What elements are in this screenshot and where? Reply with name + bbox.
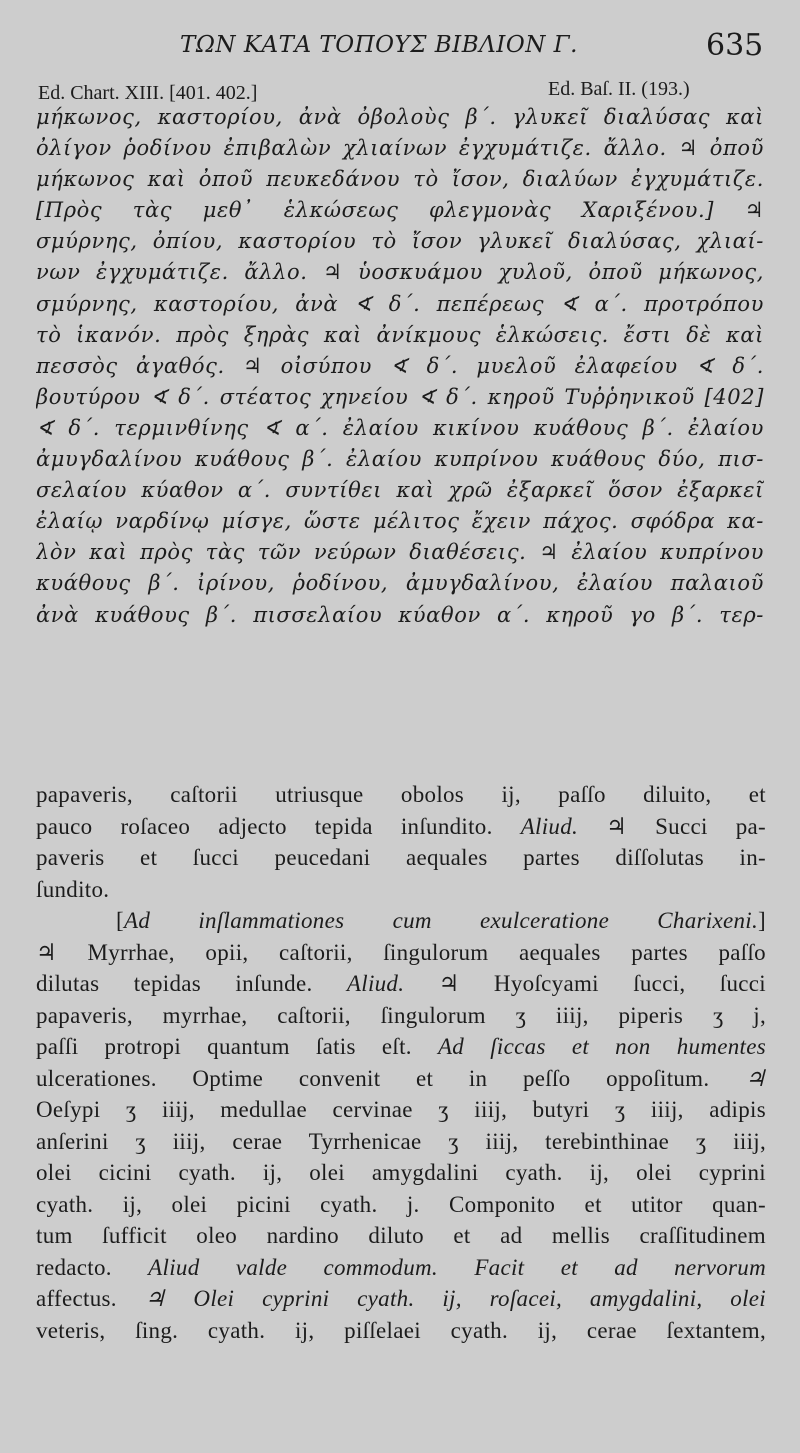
italic-phrase: ♃ Olei cyprini cyath. ij, roſacei, amygdalini, olei	[116, 1286, 766, 1311]
latin-text-line: tum ſufficit oleo nardino diluto et ad mellis craſſitudinem	[36, 1223, 766, 1248]
greek-text-line: κυάθους β΄. ἰρίνου, ῥοδίνου, ἀμυγδαλίνου, ἐλαίου παλαιοῦ	[36, 571, 764, 596]
latin-text-line: ♃ Myrrhae, opii, caſtorii, ſingulorum aequales partes paſſo	[36, 939, 766, 965]
greek-text-line: [Πρὸς τὰς μεθ᾽ ἑλκώσεως φλεγμονὰς Χαριξένου.] ♃	[36, 198, 764, 223]
greek-text-line: ὀλίγον ῥοδίνου ἐπιβαλὼν χλιαίνων ἐγχυμάτιζε. ἄλλο. ♃ ὀποῦ	[36, 136, 764, 161]
latin-text-line: papaveris, caſtorii utriusque obolos ij, paſſo diluito, et	[36, 782, 766, 807]
greek-text-line: μήκωνος, καστορίου, ἀνὰ ὀβολοὺς β΄. γλυκεῖ διαλύσας καὶ	[36, 105, 764, 129]
greek-text-line: ἀνὰ κυάθους β΄. πισσελαίου κύαθον α΄. κηροῦ γο β΄. τερ-	[36, 602, 764, 627]
greek-text-line: λὸν καὶ πρὸς τὰς τῶν νεύρων διαθέσεις. ♃ ἐλαίου κυπρίνου	[36, 540, 764, 565]
italic-phrase: Aliud valde commodum. Facit et ad nervorum	[148, 1254, 766, 1280]
greek-text-line: τὸ ἱκανόν. πρὸς ξηρὰς καὶ ἀνίκμους ἑλκώσεις. ἔστι δὲ καὶ	[36, 322, 764, 347]
latin-text-line: [Ad inſlammationes cum exulceratione Charixeni.]	[116, 908, 766, 933]
italic-phrase: Aliud.	[520, 813, 579, 839]
latin-text-line: paveris et ſucci peucedani aequales partes diſſolutas in-	[36, 845, 766, 870]
greek-text-line: ἀμυγδαλίνου κυάθους β΄. ἐλαίου κυπρίνου κυάθους δύο, πισ-	[36, 447, 764, 472]
latin-text-line: ulcerationes. Optime convenit et in peſſo oppoſitum. ♃	[36, 1065, 766, 1091]
latin-text-line: redacto. Aliud valde commodum. Facit et ad nervorum	[36, 1254, 766, 1280]
greek-text-line: σμύρνης, ὀπίου, καστορίου τὸ ἴσον γλυκεῖ διαλύσας, χλιαί-	[36, 229, 764, 254]
italic-phrase: ♃	[709, 1065, 766, 1091]
latin-text-line: olei cicini cyath. ij, olei amygdalini cyath. ij, olei cyprini	[36, 1160, 766, 1185]
greek-text-line: βουτύρου ∢ δ΄. στέατος χηνείου ∢ δ΄. κηροῦ Τυῤῥηνικοῦ [402]	[36, 384, 764, 409]
latin-text-line: paſſi protropi quantum ſatis eſt. Ad ſiccas et non humentes	[36, 1034, 766, 1059]
latin-text-line: pauco roſaceo adjecto tepida inſundito. Aliud. ♃ Succi pa-	[36, 813, 766, 839]
latin-text-line: affectus. ♃ Olei cyprini cyath. ij, roſacei, amygdalini, olei	[36, 1286, 766, 1311]
page-header	[0, 26, 800, 66]
latin-text-line: papaveris, myrrhae, caſtorii, ſingulorum ʒ iiij, piperis ʒ j,	[36, 1002, 766, 1028]
italic-phrase: Aliud.	[346, 971, 405, 996]
greek-text-line: ἐλαίῳ ναρδίνῳ μίσγε, ὥστε μέλιτος ἔχειν πάχος. σφόδρα κα-	[36, 509, 764, 534]
latin-text-line: veteris, ſing. cyath. ij, piſſelaei cyath. ij, cerae ſextantem,	[36, 1317, 766, 1343]
latin-text-block	[36, 779, 766, 1346]
greek-text-block	[36, 102, 764, 631]
greek-text-line: νων ἐγχυμάτιζε. ἄλλο. ♃ ὑοσκυάμου χυλοῦ, ὀποῦ μήκωνος,	[36, 260, 764, 285]
latin-text-line: Oeſypi ʒ iiij, medullae cervinae ʒ iiij, butyri ʒ iiij, adipis	[36, 1097, 766, 1122]
page-number: 635	[706, 28, 764, 63]
edition-chart-reference: Ed. Chart. XIII. [401. 402.]	[38, 82, 258, 104]
greek-text-line: μήκωνος καὶ ὀποῦ πευκεδάνου τὸ ἴσον, διαλύων ἐγχυμάτιζε.	[36, 167, 764, 192]
italic-phrase: Ad inſlammationes cum exulceratione Charixeni.	[123, 908, 759, 933]
latin-text-line: anſerini ʒ iiij, cerae Tyrrhenicae ʒ iiij, terebinthinae ʒ iiij,	[36, 1128, 766, 1154]
latin-text-line: ſundito.	[36, 876, 110, 902]
greek-text-line: πεσσὸς ἀγαθός. ♃ οἰσύπου ∢ δ΄. μυελοῦ ἐλαφείου ∢ δ΄.	[36, 353, 764, 378]
latin-text-line: cyath. ij, olei picini cyath. j. Componito et utitor quan-	[36, 1191, 766, 1217]
italic-phrase: Ad ſiccas et non humentes	[437, 1034, 766, 1059]
greek-text-line: σμύρνης, καστορίου, ἀνὰ ∢ δ΄. πεπέρεως ∢ α΄. προτρόπου	[36, 291, 764, 316]
edition-basel-reference: Ed. Baſ. II. (193.)	[548, 78, 690, 100]
greek-text-line: ∢ δ΄. τερμινθίνης ∢ α΄. ἐλαίου κικίνου κυάθους β΄. ἐλαίου	[36, 415, 764, 440]
latin-text-line: dilutas tepidas inſunde. Aliud. ♃ Hyoſcyami ſucci, ſucci	[36, 971, 766, 996]
greek-text-line: σελαίου κύαθον α΄. συντίθει καὶ χρῶ ἐξαρκεῖ ὅσον ἐξαρκεῖ	[36, 478, 764, 503]
running-title: ΤΩΝ ΚΑΤΑ ΤΟΠΟΥΣ ΒΙΒΛΙΟΝ Γ.	[180, 32, 578, 58]
